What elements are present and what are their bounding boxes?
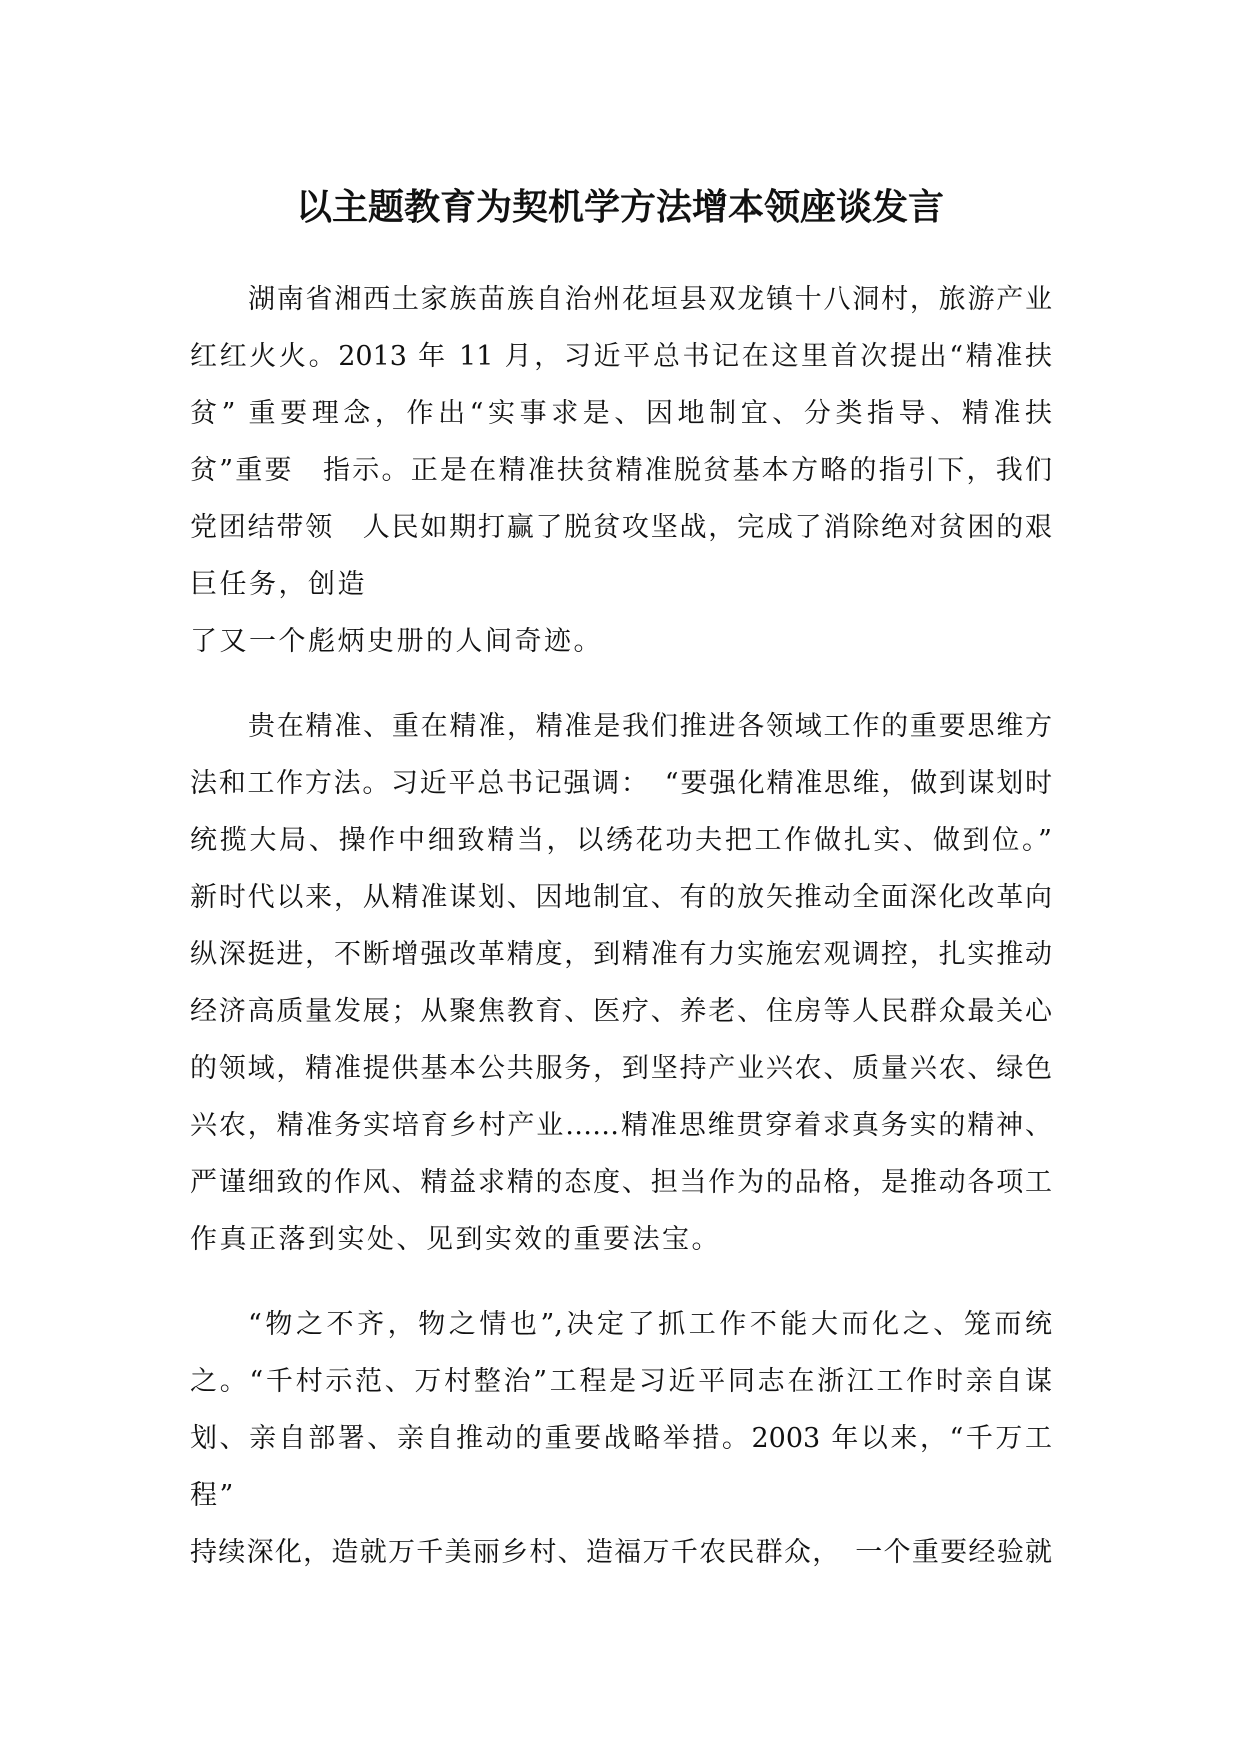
text-line: 湖南省湘西土家族苗族自治州花垣县双龙镇十八洞村，旅游产业: [248, 284, 1052, 315]
text-line: 了又一个彪炳史册的人间奇迹。: [190, 626, 603, 657]
text-line: 严谨细致的作风、精益求精的态度、担当作为的品格，是推动各项工: [190, 1167, 1052, 1198]
text-line: 作真正落到实处、见到实效的重要法宝。: [190, 1224, 721, 1255]
text-line: 的领域，精准提供基本公共服务，到坚持产业兴农、质量兴农、绿色: [190, 1053, 1052, 1084]
text-line: 党团结带领 人民如期打赢了脱贫攻坚战，完成了消除绝对贫困的艰: [190, 512, 1052, 543]
text-line: 之。“千村示范、万村整治”工程是习近平同志在浙江工作时亲自谋: [190, 1366, 1052, 1397]
text-line: 程”: [190, 1480, 236, 1511]
text-line: 统揽大局、操作中细致精当，以绣花功夫把工作做扎实、做到位。”: [190, 825, 1052, 856]
text-line: 贫”重要 指示。正是在精准扶贫精准脱贫基本方略的指引下，我们: [190, 455, 1052, 486]
paragraph: [190, 698, 1052, 1268]
text-line: 法和工作方法。习近平总书记强调： “要强化精准思维，做到谋划时: [190, 768, 1052, 799]
text-line: 新时代以来，从精准谋划、因地制宜、有的放矢推动全面深化改革向: [190, 882, 1052, 913]
text-line: 兴农，精准务实培育乡村产业……精准思维贯穿着求真务实的精神、: [190, 1110, 1052, 1141]
paragraph: [190, 271, 1052, 670]
text-line: 纵深挺进，不断增强改革精度，到精准有力实施宏观调控，扎实推动: [190, 939, 1052, 970]
text-line: 经济高质量发展；从聚焦教育、医疗、养老、住房等人民群众最关心: [190, 996, 1052, 1027]
text-line: 持续深化，造就万千美丽乡村、造福万千农民群众， 一个重要经验就: [190, 1537, 1052, 1568]
text-line: 红红火火。2013 年 11 月，习近平总书记在这里首次提出“精准扶: [190, 341, 1052, 372]
document-body: [190, 271, 1052, 1609]
text-line: “物之不齐，物之情也”,决定了抓工作不能大而化之、笼而统: [248, 1309, 1052, 1340]
text-line: 巨任务，创造: [190, 569, 367, 600]
text-line: 贫” 重要理念，作出“实事求是、因地制宜、分类指导、精准扶: [190, 398, 1052, 429]
paragraph: [190, 1296, 1052, 1581]
text-line: 贵在精准、重在精准，精准是我们推进各领域工作的重要思维方: [248, 711, 1052, 742]
document-title: 以主题教育为契机学方法增本领座谈发言: [295, 187, 944, 228]
text-line: 划、亲自部署、亲自推动的重要战略举措。2003 年以来，“千万工: [190, 1423, 1052, 1454]
